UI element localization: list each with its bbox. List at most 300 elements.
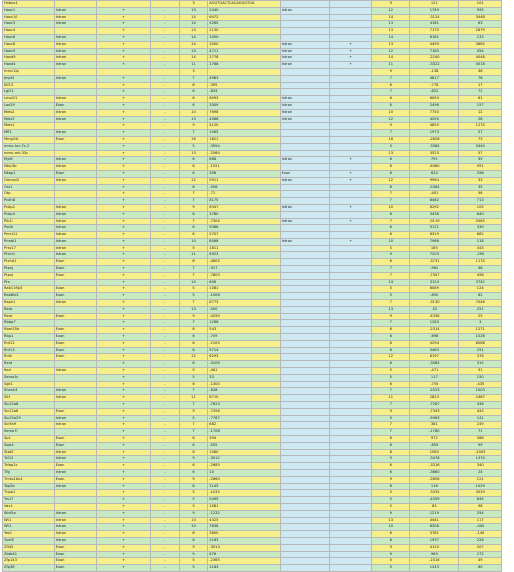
cell-seq[interactable]: 4120: [208, 123, 280, 130]
cell-seq[interactable]: -71: [208, 191, 280, 198]
cell-sa[interactable]: +: [97, 21, 151, 28]
cell-mark[interactable]: [329, 340, 371, 347]
cell-region[interactable]: [54, 150, 96, 157]
cell-n[interactable]: 13: [179, 48, 208, 55]
cell-v1[interactable]: -2314: [410, 327, 459, 334]
cell-v2[interactable]: 24: [459, 469, 502, 476]
cell-v1[interactable]: 3781: [410, 531, 459, 538]
cell-sb[interactable]: -: [150, 136, 179, 143]
cell-gene[interactable]: Lmo2l1: [3, 96, 55, 103]
cell-gene[interactable]: Mmp24l: [3, 136, 55, 143]
cell-mark[interactable]: [329, 565, 371, 572]
cell-region[interactable]: Exon: [54, 272, 96, 279]
cell-v1[interactable]: 381: [410, 422, 459, 429]
cell-seq[interactable]: 6923: [208, 252, 280, 259]
cell-mark[interactable]: [329, 531, 371, 538]
cell-mark[interactable]: +: [329, 218, 371, 225]
cell-v1[interactable]: -471: [410, 368, 459, 375]
cell-v2[interactable]: 3440: [459, 143, 502, 150]
cell-n[interactable]: 5: [179, 565, 208, 572]
cell-region[interactable]: Intron: [54, 238, 96, 245]
cell-v1[interactable]: 121: [410, 1, 459, 8]
cell-v2[interactable]: 49: [459, 558, 502, 565]
cell-n[interactable]: 6: [179, 184, 208, 191]
cell-mark[interactable]: [329, 490, 371, 497]
cell-seq[interactable]: 1183: [208, 565, 280, 572]
cell-feat[interactable]: [280, 558, 329, 565]
cell-v2[interactable]: 63: [459, 21, 502, 28]
cell-sb[interactable]: -: [150, 334, 179, 341]
cell-gene[interactable]: Plk1l: [3, 218, 55, 225]
cell-mark[interactable]: [329, 381, 371, 388]
cell-v1[interactable]: 6319: [410, 232, 459, 239]
cell-mark[interactable]: [329, 245, 371, 252]
cell-region[interactable]: [54, 361, 96, 368]
cell-gene[interactable]: Prrxbl1: [3, 238, 55, 245]
cell-region[interactable]: Intron: [54, 130, 96, 137]
cell-v1[interactable]: -3384: [410, 143, 459, 150]
cell-n[interactable]: 5: [179, 143, 208, 150]
cell-sa[interactable]: +: [97, 456, 151, 463]
cell-v2[interactable]: 6068: [459, 340, 502, 347]
cell-sa[interactable]: +: [97, 354, 151, 361]
cell-v1[interactable]: -3335: [410, 490, 459, 497]
cell-v1[interactable]: -3322: [410, 62, 459, 69]
cell-sb[interactable]: -: [150, 286, 179, 293]
cell-sb[interactable]: -: [150, 116, 179, 123]
cell-cnt[interactable]: 10: [372, 524, 410, 531]
cell-v2[interactable]: 1003: [459, 388, 502, 395]
cell-gene[interactable]: Ptpnj: [3, 272, 55, 279]
cell-sb[interactable]: -: [150, 62, 179, 69]
cell-sa[interactable]: +: [97, 34, 151, 41]
cell-sa[interactable]: +: [97, 334, 151, 341]
cell-n[interactable]: 7: [179, 75, 208, 82]
cell-cnt[interactable]: 6: [372, 469, 410, 476]
cell-region[interactable]: Exon: [54, 340, 96, 347]
cell-region[interactable]: Exon: [54, 544, 96, 551]
cell-sa[interactable]: +: [97, 266, 151, 273]
cell-mark[interactable]: [329, 306, 371, 313]
cell-gene[interactable]: mmu-mir-33c: [3, 150, 55, 157]
cell-gene[interactable]: Mfl1: [3, 130, 55, 137]
cell-gene[interactable]: Lgi21: [3, 89, 55, 96]
cell-v1[interactable]: -778: [410, 82, 459, 89]
cell-mark[interactable]: +: [329, 41, 371, 48]
cell-mark[interactable]: [329, 184, 371, 191]
cell-seq[interactable]: -7803: [208, 272, 280, 279]
cell-region[interactable]: Intron: [54, 109, 96, 116]
cell-v2[interactable]: 57: [459, 150, 502, 157]
cell-feat[interactable]: Exon: [280, 170, 329, 177]
cell-n[interactable]: 5: [179, 245, 208, 252]
cell-sa[interactable]: [97, 1, 151, 8]
cell-sa[interactable]: +: [97, 245, 151, 252]
cell-v1[interactable]: -5963: [410, 415, 459, 422]
cell-n[interactable]: 7: [179, 402, 208, 409]
cell-feat[interactable]: [280, 68, 329, 75]
cell-region[interactable]: Intron: [54, 300, 96, 307]
cell-feat[interactable]: [280, 476, 329, 483]
cell-n[interactable]: 9: [179, 544, 208, 551]
cell-cnt[interactable]: 6: [372, 531, 410, 538]
cell-seq[interactable]: [208, 68, 280, 75]
cell-mark[interactable]: [329, 551, 371, 558]
cell-v2[interactable]: 3448: [459, 14, 502, 21]
cell-v2[interactable]: 71: [459, 429, 502, 436]
cell-sb[interactable]: -: [150, 374, 179, 381]
cell-region[interactable]: Exon: [54, 551, 96, 558]
cell-feat[interactable]: [280, 259, 329, 266]
cell-v1[interactable]: 7185: [410, 48, 459, 55]
cell-sa[interactable]: +: [97, 48, 151, 55]
cell-mark[interactable]: [329, 503, 371, 510]
cell-n[interactable]: 9: [179, 123, 208, 130]
cell-v2[interactable]: 443: [459, 408, 502, 415]
cell-feat[interactable]: [280, 198, 329, 205]
cell-n[interactable]: 14: [179, 41, 208, 48]
cell-v2[interactable]: 28: [459, 116, 502, 123]
cell-seq[interactable]: -461: [208, 368, 280, 375]
cell-region[interactable]: Exon: [54, 442, 96, 449]
cell-v1[interactable]: -3130: [410, 300, 459, 307]
cell-seq[interactable]: 1081: [208, 286, 280, 293]
cell-mark[interactable]: [329, 232, 371, 239]
cell-sa[interactable]: +: [97, 218, 151, 225]
cell-v1[interactable]: -7343: [410, 408, 459, 415]
cell-sb[interactable]: -: [150, 436, 179, 443]
cell-feat[interactable]: [280, 510, 329, 517]
cell-seq[interactable]: 2163: [208, 537, 280, 544]
cell-gene[interactable]: Ypel5: [3, 537, 55, 544]
cell-n[interactable]: 14: [179, 34, 208, 41]
cell-seq[interactable]: -1300: [208, 381, 280, 388]
cell-gene[interactable]: Hoxc8: [3, 41, 55, 48]
cell-sa[interactable]: +: [97, 170, 151, 177]
cell-v1[interactable]: -655: [410, 442, 459, 449]
cell-gene[interactable]: Stat2: [3, 449, 55, 456]
cell-region[interactable]: Intron: [54, 422, 96, 429]
cell-gene[interactable]: Pnrc1l1: [3, 232, 55, 239]
cell-seq[interactable]: 9388: [208, 225, 280, 232]
cell-feat[interactable]: [280, 402, 329, 409]
cell-feat[interactable]: [280, 320, 329, 327]
cell-seq[interactable]: 1065: [208, 130, 280, 137]
cell-mark[interactable]: [329, 368, 371, 375]
cell-gene[interactable]: Meis3: [3, 116, 55, 123]
cell-mark[interactable]: [329, 7, 371, 14]
cell-region[interactable]: Intron: [54, 218, 96, 225]
cell-sa[interactable]: +: [97, 449, 151, 456]
cell-gene[interactable]: Tcfap2c: [3, 463, 55, 470]
cell-sb[interactable]: -: [150, 320, 179, 327]
cell-gene[interactable]: Sema3c: [3, 374, 55, 381]
cell-sa[interactable]: +: [97, 320, 151, 327]
cell-seq[interactable]: 8773: [208, 300, 280, 307]
cell-cnt[interactable]: 10: [372, 204, 410, 211]
cell-gene[interactable]: Hoxc9: [3, 48, 55, 55]
cell-gene[interactable]: Osr1: [3, 184, 55, 191]
cell-cnt[interactable]: 7: [372, 191, 410, 198]
cell-seq[interactable]: 3309: [208, 102, 280, 109]
cell-gene[interactable]: Sp1: [3, 436, 55, 443]
cell-region[interactable]: Intron: [54, 517, 96, 524]
cell-v1[interactable]: 6094: [410, 96, 459, 103]
cell-n[interactable]: 13: [179, 116, 208, 123]
cell-region[interactable]: Exon: [54, 558, 96, 565]
cell-v1[interactable]: -401: [410, 191, 459, 198]
cell-sa[interactable]: +: [97, 524, 151, 531]
cell-feat[interactable]: [280, 89, 329, 96]
cell-n[interactable]: 6: [179, 334, 208, 341]
cell-gene[interactable]: Yes1: [3, 531, 55, 538]
cell-v2[interactable]: 121: [459, 476, 502, 483]
cell-sa[interactable]: +: [97, 429, 151, 436]
cell-v2[interactable]: 2467: [459, 395, 502, 402]
cell-n[interactable]: 8: [179, 327, 208, 334]
cell-cnt[interactable]: 14: [372, 34, 410, 41]
cell-v1[interactable]: 4441: [410, 517, 459, 524]
cell-v1[interactable]: 3438: [410, 211, 459, 218]
cell-v2[interactable]: 60: [459, 565, 502, 572]
cell-sb[interactable]: -: [150, 177, 179, 184]
cell-region[interactable]: Intron: [54, 483, 96, 490]
cell-feat[interactable]: [280, 503, 329, 510]
cell-sa[interactable]: +: [97, 102, 151, 109]
cell-seq[interactable]: -3913: [208, 544, 280, 551]
cell-mark[interactable]: [329, 82, 371, 89]
cell-mark[interactable]: +: [329, 55, 371, 62]
cell-v2[interactable]: 844: [459, 497, 502, 504]
cell-v2[interactable]: 251: [459, 347, 502, 354]
cell-n[interactable]: 6: [179, 102, 208, 109]
cell-feat[interactable]: [280, 354, 329, 361]
cell-v2[interactable]: 1274: [459, 123, 502, 130]
cell-region[interactable]: Intron: [54, 41, 96, 48]
cell-seq[interactable]: -1035: [208, 490, 280, 497]
cell-mark[interactable]: [329, 89, 371, 96]
cell-v2[interactable]: 141: [459, 415, 502, 422]
cell-mark[interactable]: [329, 1, 371, 8]
cell-region[interactable]: Exon: [54, 347, 96, 354]
cell-v2[interactable]: 298: [459, 170, 502, 177]
cell-sa[interactable]: +: [97, 408, 151, 415]
cell-v2[interactable]: 207: [459, 544, 502, 551]
cell-v1[interactable]: -52: [410, 306, 459, 313]
cell-feat[interactable]: [280, 347, 329, 354]
cell-sb[interactable]: -: [150, 218, 179, 225]
cell-feat[interactable]: [280, 429, 329, 436]
cell-gene[interactable]: Meis1: [3, 123, 55, 130]
cell-sb[interactable]: -: [150, 340, 179, 347]
cell-feat[interactable]: Intron: [280, 238, 329, 245]
cell-sb[interactable]: -: [150, 395, 179, 402]
cell-v1[interactable]: -3124: [410, 14, 459, 21]
cell-region[interactable]: Intron: [54, 537, 96, 544]
cell-region[interactable]: Intron: [54, 55, 96, 62]
cell-sa[interactable]: +: [97, 537, 151, 544]
cell-mark[interactable]: +: [329, 177, 371, 184]
cell-n[interactable]: 9: [179, 204, 208, 211]
cell-mark[interactable]: [329, 116, 371, 123]
cell-sb[interactable]: -: [150, 245, 179, 252]
cell-seq[interactable]: -3954: [208, 143, 280, 150]
cell-sa[interactable]: +: [97, 313, 151, 320]
cell-v1[interactable]: 4499: [410, 41, 459, 48]
cell-cnt[interactable]: 6: [372, 537, 410, 544]
cell-sa[interactable]: +: [97, 361, 151, 368]
cell-cnt[interactable]: 6: [372, 381, 410, 388]
cell-v2[interactable]: 2065: [459, 218, 502, 225]
cell-sb[interactable]: -: [150, 388, 179, 395]
cell-region[interactable]: Intron: [54, 531, 96, 538]
cell-feat[interactable]: [280, 150, 329, 157]
cell-sa[interactable]: +: [97, 476, 151, 483]
cell-sa[interactable]: +: [97, 503, 151, 510]
cell-n[interactable]: 7: [179, 300, 208, 307]
cell-sa[interactable]: +: [97, 279, 151, 286]
cell-n[interactable]: 16: [179, 136, 208, 143]
cell-gene[interactable]: Lox2lf: [3, 102, 55, 109]
cell-cnt[interactable]: 7: [372, 422, 410, 429]
cell-sa[interactable]: +: [97, 517, 151, 524]
cell-n[interactable]: 14: [179, 279, 208, 286]
cell-v2[interactable]: 25: [459, 313, 502, 320]
cell-mark[interactable]: [329, 463, 371, 470]
cell-region[interactable]: [54, 123, 96, 130]
cell-seq[interactable]: -500: [208, 306, 280, 313]
cell-region[interactable]: [54, 490, 96, 497]
cell-sb[interactable]: -: [150, 354, 179, 361]
cell-n[interactable]: 11: [179, 395, 208, 402]
cell-mark[interactable]: [329, 320, 371, 327]
cell-region[interactable]: [54, 497, 96, 504]
cell-feat[interactable]: [280, 374, 329, 381]
cell-n[interactable]: 7: [179, 218, 208, 225]
cell-seq[interactable]: -7356: [208, 408, 280, 415]
cell-sa[interactable]: +: [97, 41, 151, 48]
cell-seq[interactable]: 6347: [208, 204, 280, 211]
cell-feat[interactable]: [280, 449, 329, 456]
cell-cnt[interactable]: 9: [372, 476, 410, 483]
cell-cnt[interactable]: 12: [372, 177, 410, 184]
cell-gene[interactable]: Wt1: [3, 524, 55, 531]
cell-mark[interactable]: [329, 558, 371, 565]
cell-seq[interactable]: 6710: [208, 395, 280, 402]
cell-cnt[interactable]: 6: [372, 102, 410, 109]
cell-feat[interactable]: [280, 490, 329, 497]
cell-feat[interactable]: [280, 456, 329, 463]
cell-mark[interactable]: [329, 286, 371, 293]
cell-sb[interactable]: -: [150, 232, 179, 239]
cell-n[interactable]: 7: [179, 429, 208, 436]
cell-cnt[interactable]: 9: [372, 1, 410, 8]
cell-seq[interactable]: 4066: [208, 116, 280, 123]
cell-v1[interactable]: 1973: [410, 130, 459, 137]
cell-cnt[interactable]: 7: [372, 300, 410, 307]
cell-feat[interactable]: [280, 82, 329, 89]
cell-feat[interactable]: [280, 279, 329, 286]
cell-mark[interactable]: [329, 415, 371, 422]
cell-n[interactable]: 13: [179, 150, 208, 157]
cell-mark[interactable]: [329, 483, 371, 490]
cell-feat[interactable]: [280, 361, 329, 368]
cell-cnt[interactable]: 8: [372, 361, 410, 368]
cell-v1[interactable]: -822: [410, 89, 459, 96]
cell-cnt[interactable]: 6: [372, 157, 410, 164]
cell-feat[interactable]: [280, 34, 329, 41]
cell-v1[interactable]: -2523: [410, 388, 459, 395]
cell-seq[interactable]: 3800: [208, 531, 280, 538]
cell-v2[interactable]: 3742: [459, 279, 502, 286]
cell-feat[interactable]: [280, 123, 329, 130]
cell-gene[interactable]: Hnbox1: [3, 1, 55, 8]
cell-cnt[interactable]: 5: [372, 368, 410, 375]
cell-v2[interactable]: 82: [459, 293, 502, 300]
cell-mark[interactable]: [329, 266, 371, 273]
cell-v2[interactable]: 436: [459, 402, 502, 409]
cell-cnt[interactable]: 9: [372, 456, 410, 463]
cell-gene[interactable]: Ptx: [3, 279, 55, 286]
cell-feat[interactable]: Intron: [280, 96, 329, 103]
cell-sa[interactable]: +: [97, 272, 151, 279]
cell-n[interactable]: 5: [179, 497, 208, 504]
cell-seq[interactable]: 7698: [208, 109, 280, 116]
cell-feat[interactable]: Intron: [280, 177, 329, 184]
cell-v1[interactable]: -690: [410, 293, 459, 300]
cell-mark[interactable]: [329, 510, 371, 517]
cell-n[interactable]: 7: [179, 272, 208, 279]
cell-n[interactable]: 3: [179, 68, 208, 75]
cell-n[interactable]: 6: [179, 469, 208, 476]
cell-n[interactable]: 13: [179, 7, 208, 14]
cell-feat[interactable]: [280, 130, 329, 137]
cell-mark[interactable]: [329, 429, 371, 436]
cell-feat[interactable]: [280, 21, 329, 28]
cell-v1[interactable]: -3084: [410, 361, 459, 368]
cell-n[interactable]: 6: [179, 89, 208, 96]
cell-region[interactable]: Intron: [54, 177, 96, 184]
cell-region[interactable]: [54, 402, 96, 409]
cell-sb[interactable]: -: [150, 41, 179, 48]
cell-region[interactable]: [54, 381, 96, 388]
cell-mark[interactable]: [329, 28, 371, 35]
cell-gene[interactable]: Tfg: [3, 469, 55, 476]
cell-v2[interactable]: 1374: [459, 456, 502, 463]
cell-sb[interactable]: -: [150, 476, 179, 483]
cell-sa[interactable]: +: [97, 75, 151, 82]
cell-feat[interactable]: [280, 245, 329, 252]
cell-sa[interactable]: +: [97, 497, 151, 504]
cell-feat[interactable]: [280, 415, 329, 422]
cell-region[interactable]: Intron: [54, 469, 96, 476]
cell-n[interactable]: 14: [179, 14, 208, 21]
cell-cnt[interactable]: 10: [372, 109, 410, 116]
cell-v1[interactable]: -755: [410, 381, 459, 388]
cell-v2[interactable]: -290: [459, 252, 502, 259]
cell-gene[interactable]: Slc22a6: [3, 402, 55, 409]
cell-v1[interactable]: 2823: [410, 395, 459, 402]
cell-mark[interactable]: [329, 21, 371, 28]
cell-seq[interactable]: 398: [208, 170, 280, 177]
cell-feat[interactable]: Intron: [280, 48, 329, 55]
cell-cnt[interactable]: 6: [372, 334, 410, 341]
cell-n[interactable]: 6: [179, 232, 208, 239]
cell-region[interactable]: Intron: [54, 524, 96, 531]
cell-region[interactable]: Exon: [54, 293, 96, 300]
cell-cnt[interactable]: 13: [372, 21, 410, 28]
cell-sa[interactable]: +: [97, 116, 151, 123]
